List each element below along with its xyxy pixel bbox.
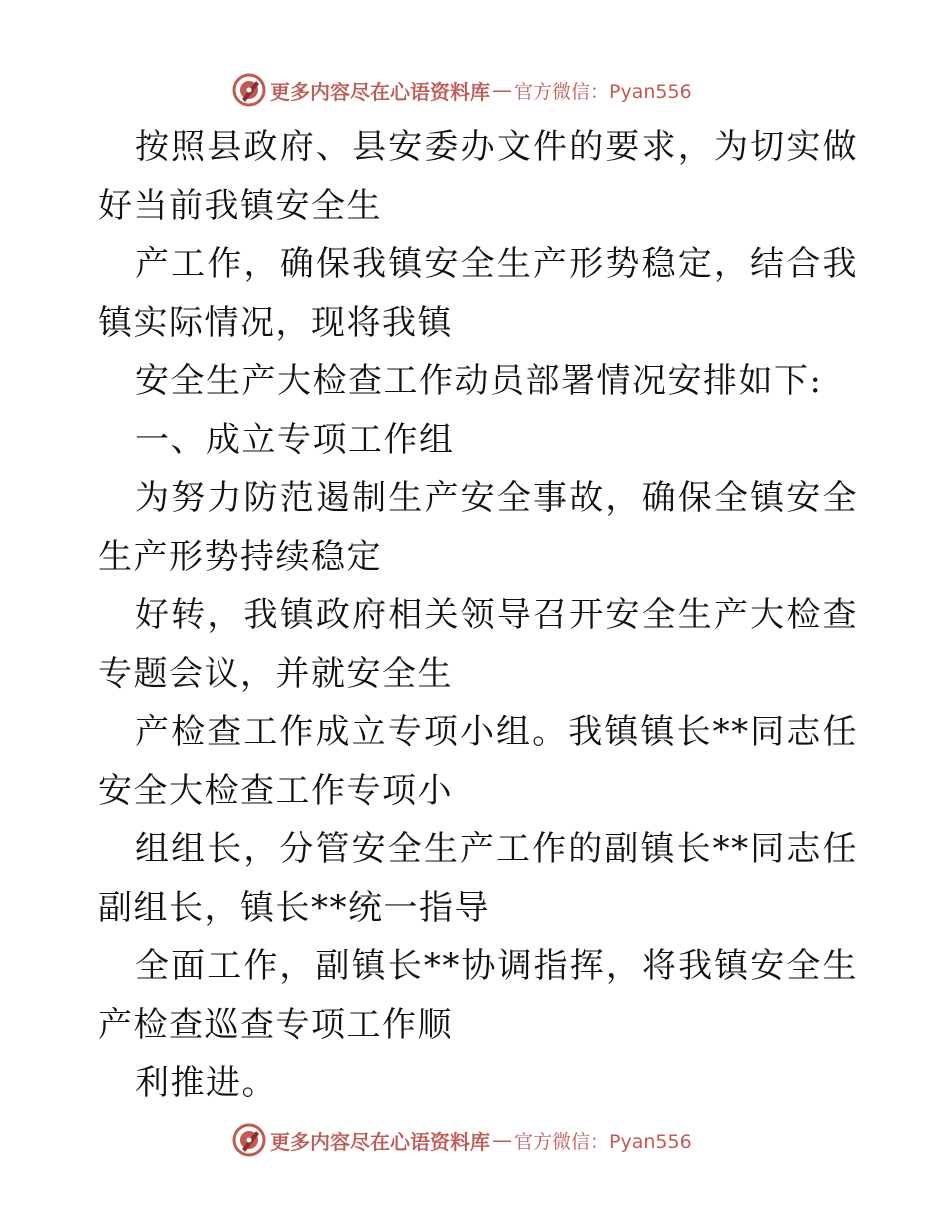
paragraph: 利推进。 [135,1063,277,1103]
paragraph: 好转，我镇政府相关领导召开安全生产大检查专题会议，并就安全生 [98,595,858,694]
watermark-dash: — [492,78,512,102]
section-heading: 一、成立专项工作组 [135,419,455,460]
document-body [98,118,858,1113]
paragraph: 为努力防范遏制生产安全事故，确保全镇安全生产形势持续稳定 [98,478,858,577]
paragraph: 安全生产大检查工作动员部署情况安排如下: [135,361,823,401]
paragraph: 按照县政府、县安委办文件的要求，为切实做好当前我镇安全生 [98,127,858,226]
watermark-wechat: 官方微信：Pyan556 [514,1130,692,1153]
header-watermark [232,70,732,110]
watermark-dash: — [492,1128,512,1152]
paragraph: 产工作，确保我镇安全生产形势稳定，结合我镇实际情况，现将我镇 [98,244,858,343]
paragraph: 全面工作，副镇长**协调指挥，将我镇安全生产检查巡查专项工作顺 [98,946,858,1045]
pen-logo-icon [232,73,266,107]
footer-watermark [232,1120,732,1160]
watermark-brand: 更多内容尽在心语资料库 [270,1129,490,1154]
watermark-brand: 更多内容尽在心语资料库 [270,79,490,104]
watermark-wechat: 官方微信：Pyan556 [514,80,692,103]
paragraph: 产检查工作成立专项小组。我镇镇长**同志任安全大检查工作专项小 [98,712,858,811]
paragraph: 组组长，分管安全生产工作的副镇长**同志任副组长，镇长**统一指导 [98,829,858,928]
pen-logo-icon [232,1123,266,1157]
